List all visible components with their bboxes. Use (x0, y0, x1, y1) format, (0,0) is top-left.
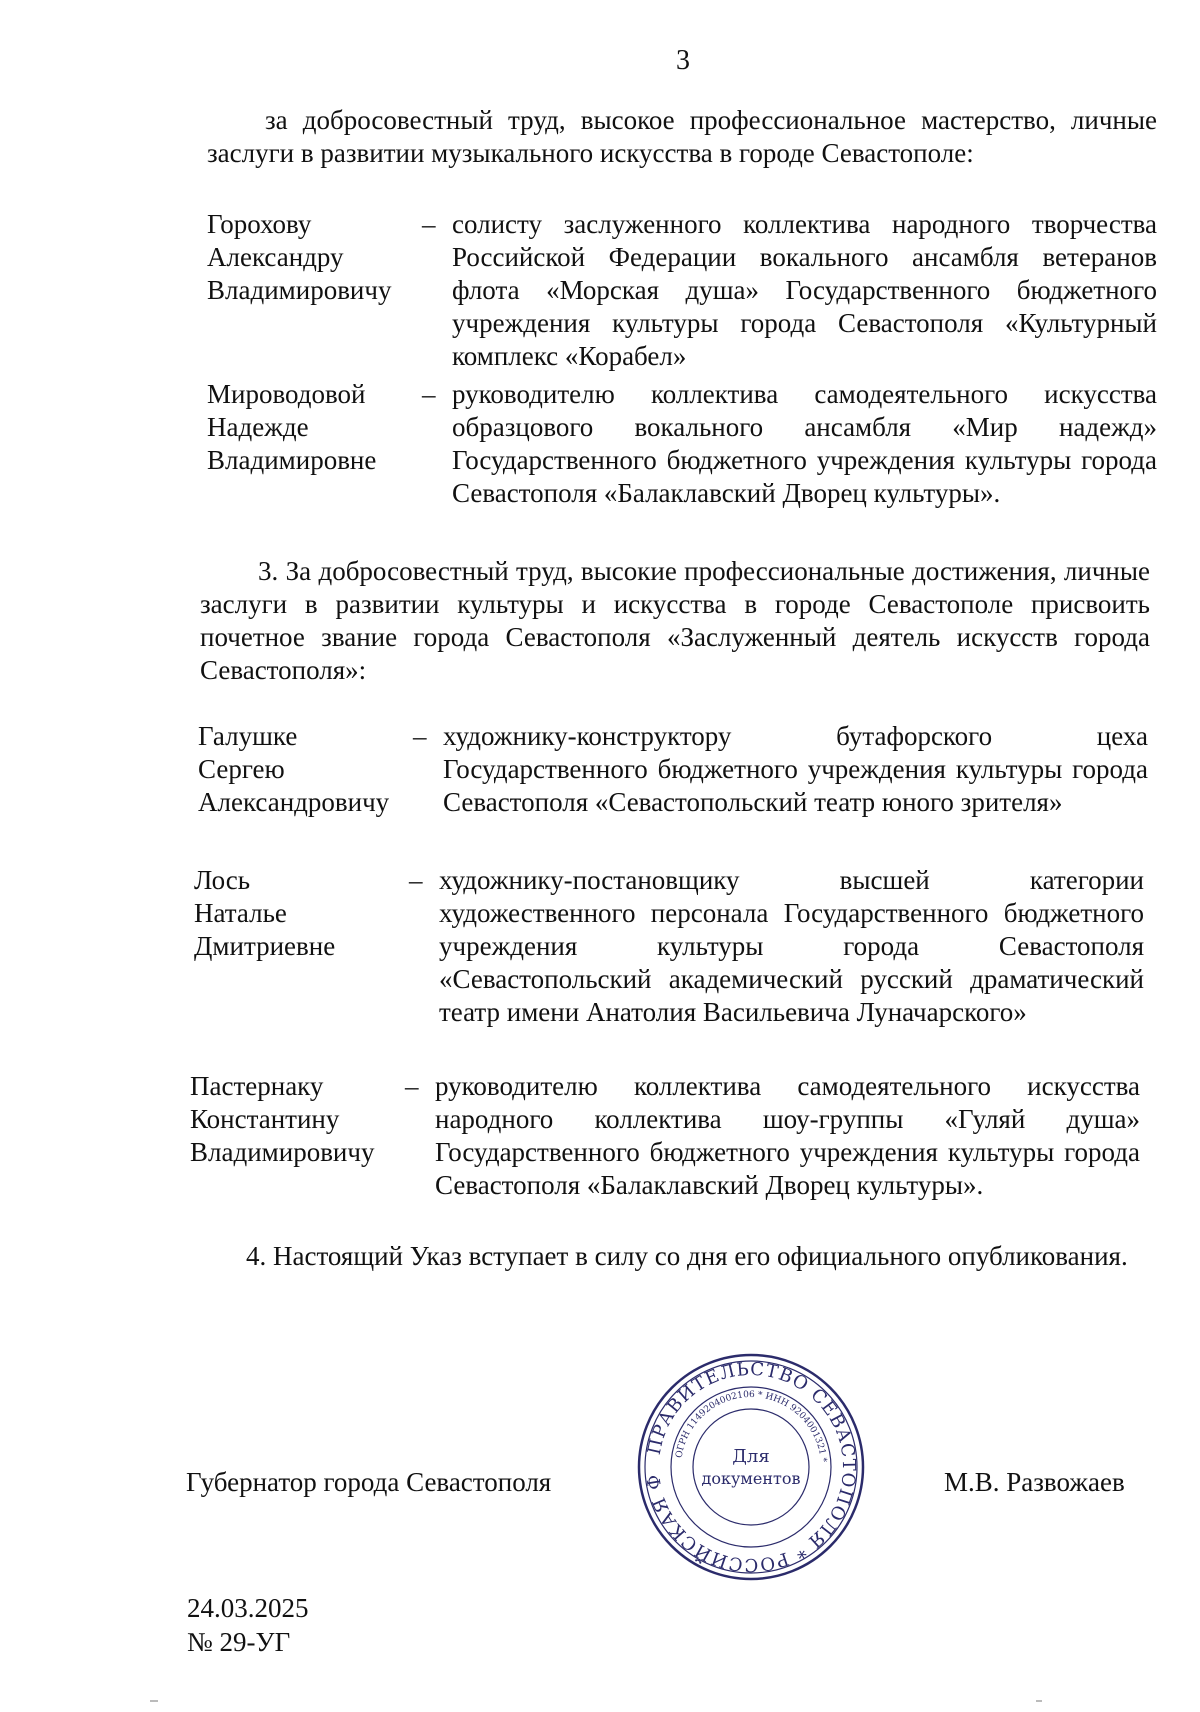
seal-outer-ring (639, 1355, 863, 1579)
recipient-name: Горохову Александру Владимировичу (207, 209, 392, 305)
award-entry-galushka (198, 720, 1148, 819)
recipient-name: Лось Наталье Дмитриевне (194, 865, 336, 961)
intro-paragraph: за добросовестный труд, высокое профессиональное мастерство, личные заслуги в развитии музыкального искусства в городе Севастополе: (207, 105, 1157, 168)
entry-dash: – (422, 209, 436, 239)
entry-dash: – (409, 865, 423, 895)
recipient-description: художнику-постановщику высшей категории художественного персонала Государственного бюджетного учреждения культуры города Севастополя «Севастопольский академический русский драматический театр имени Анатолия Васильевича Луначарского» (439, 865, 1144, 1027)
seal-ring (671, 1387, 831, 1547)
seal-outer-text: ПРАВИТЕЛЬСТВО СЕВАСТОПОЛЯ * РОССИЙСКАЯ Ф (643, 1358, 860, 1576)
award-entry-mirovodova (207, 378, 1157, 510)
item-3-paragraph: 3. За добросовестный труд, высокие профессиональные достижения, личные заслуги в развитии культуры и искусства в городе Севастополе присвоить почетное звание города Севастополя «Заслуженный деятель искусств города Севастополя»: (200, 556, 1150, 685)
recipient-description: руководителю коллектива самодеятельного искусства народного коллектива шоу-группы «Гуляй душа» Государственного бюджетного учреждения культуры города Севастополя «Балаклавский Дворец культуры». (435, 1071, 1140, 1200)
scan-edge-mark (150, 1700, 158, 1702)
entry-dash: – (405, 1071, 419, 1101)
document-number: № 29-УГ (187, 1627, 291, 1657)
item-4-paragraph: 4. Настоящий Указ вступает в силу со дня его официального опубликования. (246, 1241, 1128, 1271)
official-seal (636, 1352, 866, 1582)
recipient-description: руководителю коллектива самодеятельного искусства образцового вокального ансамбля «Мир надежд» Государственного бюджетного учреждения культуры города Севастополя «Балаклавский Дворец культуры». (452, 379, 1157, 508)
award-entry-gorokhov (207, 208, 1157, 373)
award-entry-los (194, 864, 1144, 1029)
seal-graphic (636, 1352, 866, 1582)
recipient-description: солисту заслуженного коллектива народного творчества Российской Федерации вокального ансамбля ветеранов флота «Морская душа» Государственного бюджетного учреждения культуры города Севастополя «Культурный комплекс «Корабел» (452, 209, 1157, 371)
recipient-name: Пастернаку Константину Владимировичу (190, 1071, 375, 1167)
document-date: 24.03.2025 (187, 1593, 309, 1623)
page-number: 3 (676, 45, 690, 76)
seal-center-line1: Для (732, 1446, 770, 1467)
recipient-description: художнику-конструктору бутафорского цеха Государственного бюджетного учреждения культуры города Севастополя «Севастопольский театр юного зрителя» (443, 721, 1148, 817)
seal-center-line2: документов (701, 1469, 801, 1488)
seal-inner-text: ОГРН 1149204002106 * ИНН 9204001321 * (674, 1389, 828, 1463)
seal-inner-ring (693, 1409, 809, 1525)
scan-edge-mark (1036, 1700, 1042, 1702)
recipient-name: Мироводовой Надежде Владимировне (207, 379, 377, 475)
recipient-name: Галушке Сергею Александровичу (198, 721, 390, 817)
entry-dash: – (413, 721, 427, 751)
signature-name: М.В. Развожаев (944, 1467, 1125, 1497)
signature-position: Губернатор города Севастополя (186, 1467, 552, 1497)
award-entry-pasternak (190, 1070, 1140, 1202)
entry-dash: – (422, 379, 436, 409)
